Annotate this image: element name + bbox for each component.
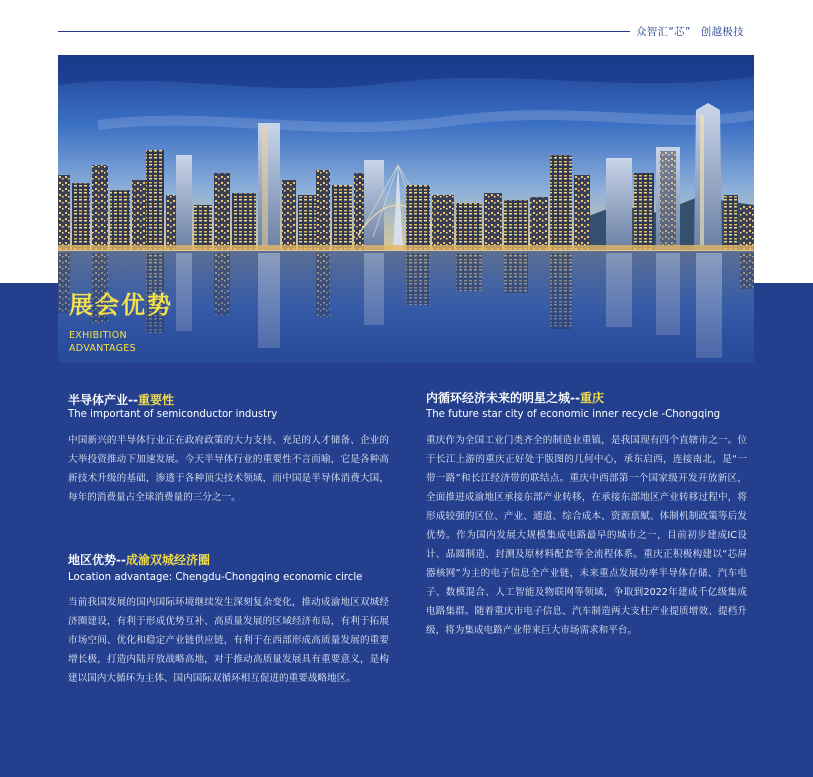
region-section-title xyxy=(68,553,210,567)
region-title-highlight: 成渝双城经济圈 xyxy=(125,553,210,567)
chongqing-section-title xyxy=(426,391,604,405)
region-title-prefix: 地区优势-- xyxy=(68,553,126,567)
slogan-part-1: 众智汇“芯” xyxy=(636,26,691,38)
header-slogan xyxy=(636,24,776,39)
chongqing-title-highlight: 重庆 xyxy=(579,391,604,405)
hero-subtitle-line-2: ADVANTAGES xyxy=(69,343,136,354)
hero-title: 展会优势 xyxy=(69,291,173,319)
semiconductor-title-highlight: 重要性 xyxy=(137,393,174,407)
region-section-body: 当前我国发展的国内国际环境继续发生深刻复杂变化，推动成渝地区双城经济圈建设，有利于形成优势互补、高质量发展的区域经济布局，有利于拓展市场空间、优化和稳定产业链供应链，有利于在西部形成高质量发展的重要增长极，打造内陆开放战略高地，对于推动高质量发展具有重要意义，是构建以国内大循环为主体、国内国际双循环相互促进的重要战略地区。 xyxy=(68,597,389,684)
hero-subtitle xyxy=(69,329,136,355)
region-section-subtitle: Location advantage: Chengdu-Chongqing economic circle xyxy=(68,572,363,583)
semiconductor-section-body: 中国新兴的半导体行业正在政府政策的大力支持、充足的人才储备、企业的大举投资推动下加速发展。今天半导体行业的重要性不言而喻，它是各种高新技术升级的基础，渗透于各种顶尖技术领域，而中国是半导体消费大国，每年的消费量占全球消费量的三分之一。 xyxy=(68,435,389,503)
chongqing-section-subtitle: The future star city of economic inner recycle -Chongqing xyxy=(426,409,721,420)
semiconductor-section-title xyxy=(68,393,174,407)
semiconductor-section-subtitle: The important of semiconductor industry xyxy=(68,409,278,420)
slogan-part-2: 创越极技 xyxy=(700,26,744,38)
chongqing-section-body: 重庆作为全国工业门类齐全的制造业重镇，是我国现有四个直辖市之一。位于长江上游的重庆正好处于版图的几何中心，承东启西，连接南北，是“一带一路”和长江经济带的联结点。重庆中西部第一个国家级开发开放新区，全面推进成渝地区承接东部产业转移，在承接东部地区产业转移过程中，将形成较强的区位、产业、通道、综合成本、资源禀赋、体制机制政策等后发优势。作为国内发展大规模集成电路最早的城市之一，目前初步建成IC设计、晶圆制造、封测及原材料配套等全流程体系。重庆正积极构建以“芯屏器核网”为主的电子信息全产业链，未来重点发展功率半导体存储、汽车电子、数模混合、人工智能及物联网等领域，争取到2022年建成千亿级集成电路集群。随着重庆市电子信息、汽车制造两大支柱产业提质增效、提档升级，将为集成电路产业带来巨大市场需求和平台。 xyxy=(426,435,747,636)
header-rule xyxy=(58,31,630,32)
chongqing-title-prefix: 内循环经济未来的明星之城-- xyxy=(426,391,580,405)
semiconductor-title-prefix: 半导体产业-- xyxy=(68,393,138,407)
hero-subtitle-line-1: EXHIBITION xyxy=(69,330,127,341)
